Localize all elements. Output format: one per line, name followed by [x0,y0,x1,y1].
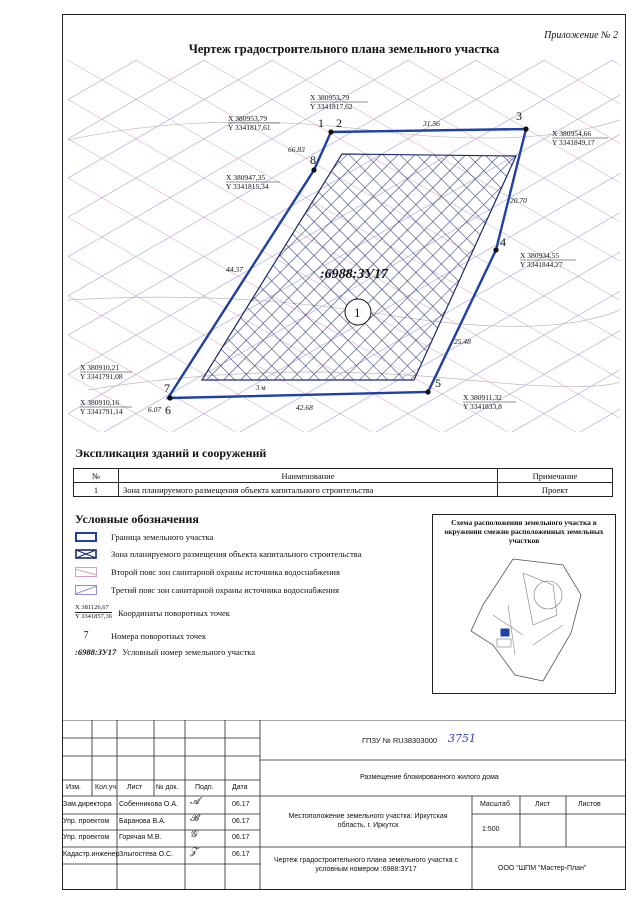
sheets-label: Листов [578,801,601,808]
coord-y: Y 3341833,8 [463,402,502,411]
person-name: Злыгостева О.С. [119,851,174,858]
appendix-label: Приложение № 2 [544,30,618,41]
table-row [74,483,613,497]
length-label: 20.70 [510,196,527,205]
row-note: Проект [498,483,613,497]
col-header: Лист [127,784,143,791]
signature-icon: 𝓖 [190,829,198,840]
col-header: Кол.уч. [95,784,118,791]
explication-heading: Экспликация зданий и сооружений [75,446,267,460]
coord-y: Y 3341844,27 [520,260,563,269]
parcel-map [68,60,620,432]
legend-item: :6988:ЗУ17 Условный номер земельного участка [75,647,256,657]
explication-table [73,468,613,497]
plan-code: ГПЗУ № RU38303000 [362,736,438,745]
point-label-2: 2 [336,116,342,130]
point-label-7: 7 [164,381,170,395]
title-block [62,720,626,890]
legend-item: Второй пояс зон санитарной охраны источника водоснабжения [75,567,340,577]
col-header: Дата [232,784,248,791]
point-label-8: 8 [310,153,316,167]
person-name: Собенникова О.А. [119,801,178,808]
coord-x: X 380934,55 [520,251,560,260]
person-role: Зам.директора [63,801,112,808]
col-header: Изм. [66,784,81,791]
setback-label: 3 м [256,384,266,392]
coord-y: Y 3341791,14 [80,407,123,416]
zone-swatch-icon [75,549,97,559]
coord-y: Y 3341815,34 [226,182,269,191]
length-label: 44.37 [226,265,243,274]
coord-y: Y 3341817,61 [228,123,271,132]
signature-icon: 𝓑 [190,813,199,824]
zone-marker: 1 [354,305,361,320]
coord-x: X 380947,35 [226,173,266,182]
col-header: Подп. [195,784,214,791]
legend-item: Зона планируемого размещения объекта капитального строительства [75,549,361,559]
person-role: Упр. проектом [63,834,110,841]
person-name: Горячая М.В. [119,834,162,841]
person-role: Упр. проектом [63,818,110,825]
organization: ООО "ШПМ "Мастер-План" [498,865,587,872]
scheme-title: Схема расположения земельного участка в окружении смежно расположенных земельных участков [444,518,604,545]
col-header-note: Примечание [498,469,613,483]
coord-y: Y 3341791,08 [80,372,123,381]
row-num: 1 [74,483,119,497]
person-date: 06.17 [232,801,250,808]
coord-x: X 380954,66 [552,129,592,138]
coord-x: X 380911,32 [463,393,502,402]
signature-icon: 𝓩 [190,846,198,857]
scale-value: 1:500 [482,826,500,833]
person-name: Баранова В.А. [119,818,166,825]
project-name: Размещение блокированного жилого дома [360,774,499,781]
parcel-number-label: :6988:ЗУ17 [320,267,389,282]
person-date: 06.17 [232,818,250,825]
boundary-swatch-icon [75,532,97,542]
point-label-1: 1 [318,116,324,130]
col-header: № док. [156,784,179,791]
person-role: Кадастр.инженер [63,851,120,858]
legend-heading: Условные обозначения [75,512,199,526]
person-date: 06.17 [232,851,250,858]
scale-label: Масштаб [480,801,510,808]
point-label-6: 6 [165,403,171,417]
person-date: 06.17 [232,834,250,841]
legend-item: X 381126,67 Y 3341857,36 Координаты поворотных точек [75,604,230,620]
drawing-title: Чертеж градостроительного плана земельного участка с условным номером :6988:ЗУ17 [273,857,459,873]
belt3-swatch-icon [75,585,97,595]
belt2-swatch-icon [75,567,97,577]
page-title: Чертеж градостроительного плана земельного участка [188,42,500,56]
sheet-label: Лист [535,801,551,808]
length-label: 25.48 [454,337,471,346]
length-label: 31.56 [423,119,440,128]
length-label: 66.83 [288,145,305,154]
location-text: Местоположение земельного участка: Иркутская область, г. Иркутск [288,813,448,829]
scheme-map-icon [453,555,603,687]
length-label: 42.68 [296,403,313,412]
coord-x: X 380910,16 [80,398,120,407]
point-label-4: 4 [500,235,506,249]
coord-y: Y 3341849,17 [552,138,595,147]
length-label: 6.07 [148,405,162,414]
signature-icon: 𝓐 [190,796,200,807]
coord-x: X 380953,79 [310,93,350,102]
point-label-3: 3 [516,109,522,123]
legend-item: Третий пояс зон санитарной охраны источника водоснабжения [75,585,339,595]
legend-item: Граница земельного участка [75,532,213,542]
coord-y: Y 3341817,62 [310,102,353,111]
col-header-name: Наименование [119,469,498,483]
location-scheme [432,514,616,694]
plan-code-handwritten: 3751 [448,732,476,745]
coord-x: X 380910,21 [80,363,120,372]
row-name: Зона планируемого размещения объекта капитального строительства [119,483,498,497]
coord-x: X 380953,79 [228,114,268,123]
point-label-5: 5 [435,376,441,390]
col-header-num: № [74,469,119,483]
legend-item: 7 Номера поворотных точек [83,630,207,641]
